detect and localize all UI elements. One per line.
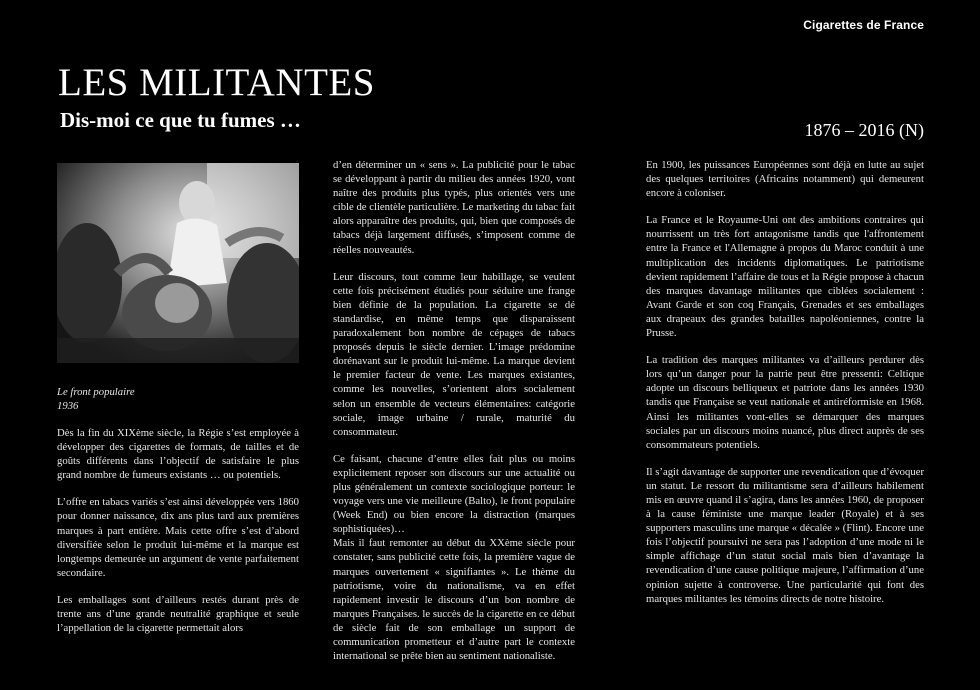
paragraph: La tradition des marques militantes va d’ailleurs perdurer dès lors qu’un danger pour la patrie peut être pressenti: Celtique adopte un discours belliqueux et patriote dans les années 1930 tandis que Française se veut nationale et antiréformiste en 1968. Ainsi les militantes vont-elles se démarquer des marques sociales par un discours moins nuancé, plus direct auprès de ses consommateurs potentiels. — [646, 354, 924, 451]
crowd-photo-illustration — [57, 163, 299, 363]
paragraph: d’en déterminer un « sens ». La publicité pour le tabac se développant à partir du milieu des années 1920, vont naître des produits plus typés, plus orientés vers une cible de clientèle particulière. Le marketing du tabac fait alors apparaître des produits, qui, bien que composés de tabacs déjà largement diffusés, s’imposent comme de réelles nouveautés. — [333, 159, 575, 256]
paragraph: Mais il faut remonter au début du XXème siècle pour constater, sans publicité cette fois, la première vague de marques ouvertement « signifiantes ». Le thème du patriotisme, voire du nationalisme, va en effet rapidement investir le discours d’un bon nombre de marques Françaises. le succès de la cigarette en ce début de siècle fait de son emballage un support de communication prometteur et d’autre part le contexte international se prête bien au sentiment nationaliste. — [333, 537, 575, 663]
paragraph: En 1900, les puissances Européennes sont déjà en lutte au sujet des quelques territoires (Africains notamment) qui demeurent encore à coloniser. — [646, 159, 924, 200]
page-title: LES MILITANTES — [58, 61, 375, 104]
paragraph: Ce faisant, chacune d’entre elles fait plus ou moins explicitement reposer son discours sur une actualité ou plus généralement un contexte sociologique porteur: le voyage vers une vie meilleure (Balto), le front populaire (Week End) ou bien encore la distraction (marques sophistiquées)… — [333, 452, 575, 536]
photo-caption — [57, 385, 135, 413]
text-column-1 — [57, 426, 299, 635]
paragraph: Les emballages sont d’ailleurs restés durant près de trente ans d’une grande neutralité graphique et seule l’appellation de la cigarette permettait alors — [57, 593, 299, 635]
brand-name: Cigarettes de France — [803, 18, 924, 32]
paragraph: Dès la fin du XIXème siècle, la Régie s’est employée à développer des cigarettes de formats, de tailles et de goûts différents dans l’objectif de satisfaire le plus grand nombre de fumeurs existants … ou potentiels. — [57, 427, 299, 482]
paragraph: Il s’agit davantage de supporter une revendication que d’évoquer un statut. Le ressort du militantisme sera d’ailleurs habilement mis en œuvre quand il s’agira, dans les années 1960, de proposer à la cause féministe une marque leader (Royale) et à ses supporters masculins une marque « décalée » (Flint). Encore une fois l’objectif poursuivi ne sera pas l’adoption d’une mode ni le simple affichage d’un statut social mais bien d’avantage la revendication d’une cause politique majeure, l’affirmation d’une opinion sujette à controverse. Une particularité qui font des marques militantes les témoins directs de notre histoire. — [646, 465, 924, 605]
historical-photo — [57, 163, 299, 363]
period-label: 1876 – 2016 (N) — [804, 120, 924, 140]
text-column-3 — [646, 158, 924, 606]
caption-title: Le front populaire — [57, 386, 135, 398]
caption-year: 1936 — [57, 400, 79, 412]
page-subtitle: Dis-moi ce que tu fumes … — [60, 108, 301, 132]
paragraph: L’offre en tabacs variés s’est ainsi développée vers 1860 pour donner naissance, dix ans plus tard aux premières marques à part entière. Mais cette offre s’est d’abord diversifiée selon le produit lui-même et la marque est longtemps demeurée un argument de vente parfaitement secondaire. — [57, 496, 299, 579]
paragraph: Leur discours, tout comme leur habillage, se veulent cette fois précisément étudiés pour séduire une frange bien définie de la population. La cigarette se dé standardise, en même temps que disparaissent paradoxalement bon nombre de cépages de tabacs proposés depuis le siècle dernier. L’image prédomine dorénavant sur le produit lui-même. La marque devient le premier facteur de vente. Les marques existantes, comme les nouvelles, s’orientent alors socialement selon un ensemble de vecteurs élémentaires: catégorie sociale, image urbaine / rurale, maturité du consommateur. — [333, 270, 575, 438]
paragraph: La France et le Royaume-Uni ont des ambitions contraires qui nourrissent un très fort antagonisme tandis que l'affrontement entre la France et l'Allemagne à propos du Maroc conduit à une multiplication des incidents diplomatiques. Le patriotisme devient rapidement l’affaire de tous et la Régie propose à chacun des marques davantage militantes que ciblées socialement : Avant Garde et son coq Français, Grenades et ses emballages aux drapeaux des grandes batailles napoléoniennes, contre la Prusse. — [646, 214, 924, 340]
text-column-2 — [333, 158, 575, 663]
